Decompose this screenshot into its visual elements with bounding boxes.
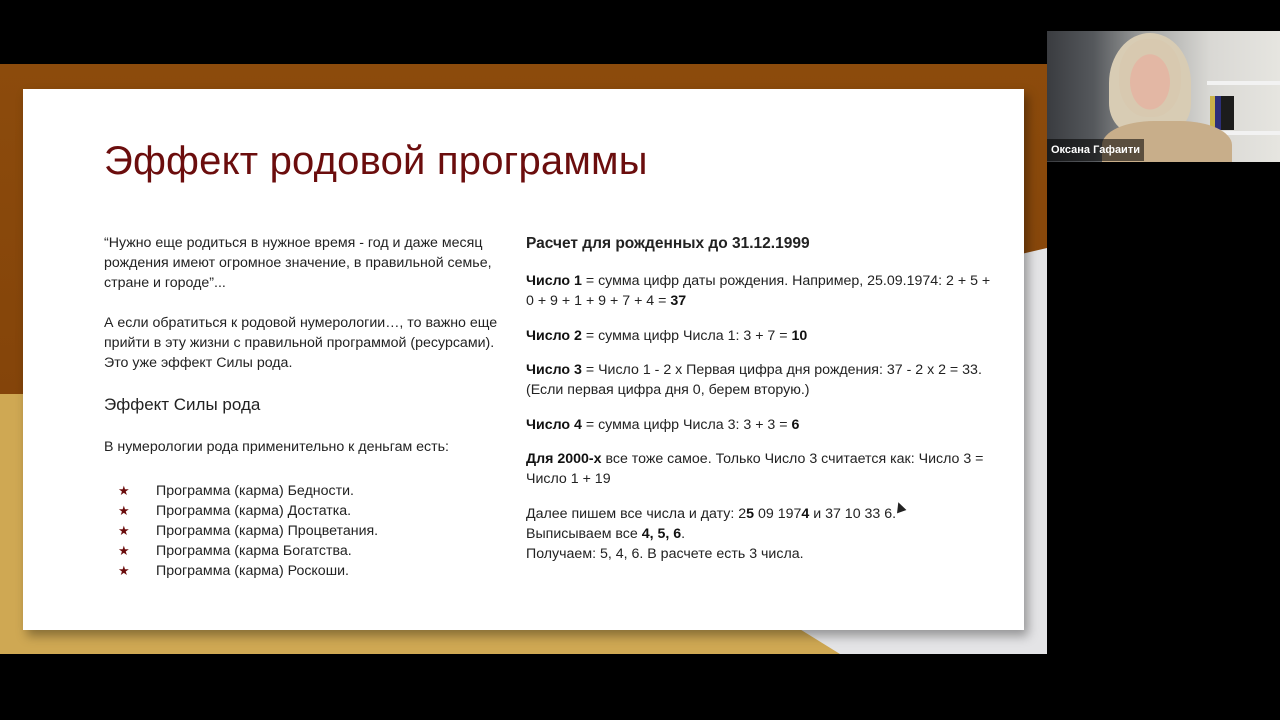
number-1-rule: Число 1 = сумма цифр даты рождения. Например, 25.09.1974: 2 + 5 + 0 + 9 + 1 + 9 + 7 + 4 = 37	[526, 273, 991, 309]
list-item: ★ Программа (карма) Бедности.	[118, 483, 354, 499]
calc-heading: Расчет для рожденных до 31.12.1999	[526, 235, 810, 252]
webcam-tile[interactable]	[1047, 31, 1280, 162]
program-list	[104, 481, 514, 581]
left-column	[104, 233, 514, 581]
subheading: Эффект Силы рода	[104, 395, 261, 414]
participant-face	[1119, 39, 1181, 117]
year-2000-rule: Для 2000-х все тоже самое. Только Число 3 считается как: Число 3 = Число 1 + 19	[526, 451, 984, 487]
number-2-rule: Число 2 = сумма цифр Числа 1: 3 + 7 = 10	[526, 327, 808, 344]
quote-text: “Нужно еще родиться в нужное время - год и даже месяц рождения имеют огромное значение, в правильной семье, стране и городе”...	[104, 235, 492, 291]
right-column	[526, 233, 996, 564]
star-icon: ★	[118, 483, 130, 498]
number-4-rule: Число 4 = сумма цифр Числа 3: 3 + 3 = 6	[526, 416, 800, 433]
slide-title: Эффект родовой программы	[104, 139, 648, 183]
intro-text: В нумерологии рода применительно к деньгам есть:	[104, 439, 449, 455]
final-calculation: Далее пишем все числа и дату: 25 09 1974 и 37 10 33 6. Выписываем все 4, 5, 6. Получаем: 5, 4, 6. В расчете есть 3 числа.	[526, 505, 897, 562]
star-icon: ★	[118, 563, 130, 578]
star-icon: ★	[118, 543, 130, 558]
list-item: ★ Программа (карма Богатства.	[118, 543, 352, 559]
number-3-rule: Число 3 = Число 1 - 2 x Первая цифра дня рождения: 37 - 2 x 2 = 33. (Если первая цифра дня 0, берем вторую.)	[526, 362, 982, 398]
star-icon: ★	[118, 523, 130, 538]
list-item: ★ Программа (карма) Процветания.	[118, 523, 379, 539]
books	[1210, 96, 1234, 130]
list-item: ★ Программа (карма) Достатка.	[118, 503, 352, 519]
participant-name-label: Оксана Гафаити	[1047, 139, 1144, 161]
star-icon: ★	[118, 503, 130, 518]
paragraph-text: А если обратиться к родовой нумерологии…, то важно еще прийти в эту жизни с правильной программой (ресурсами). Это уже эффект Силы рода.	[104, 315, 498, 371]
bookshelf	[1207, 81, 1280, 85]
presentation-stage	[0, 64, 1047, 654]
list-item: ★ Программа (карма) Роскоши.	[118, 563, 349, 579]
slide-content	[23, 89, 1024, 630]
